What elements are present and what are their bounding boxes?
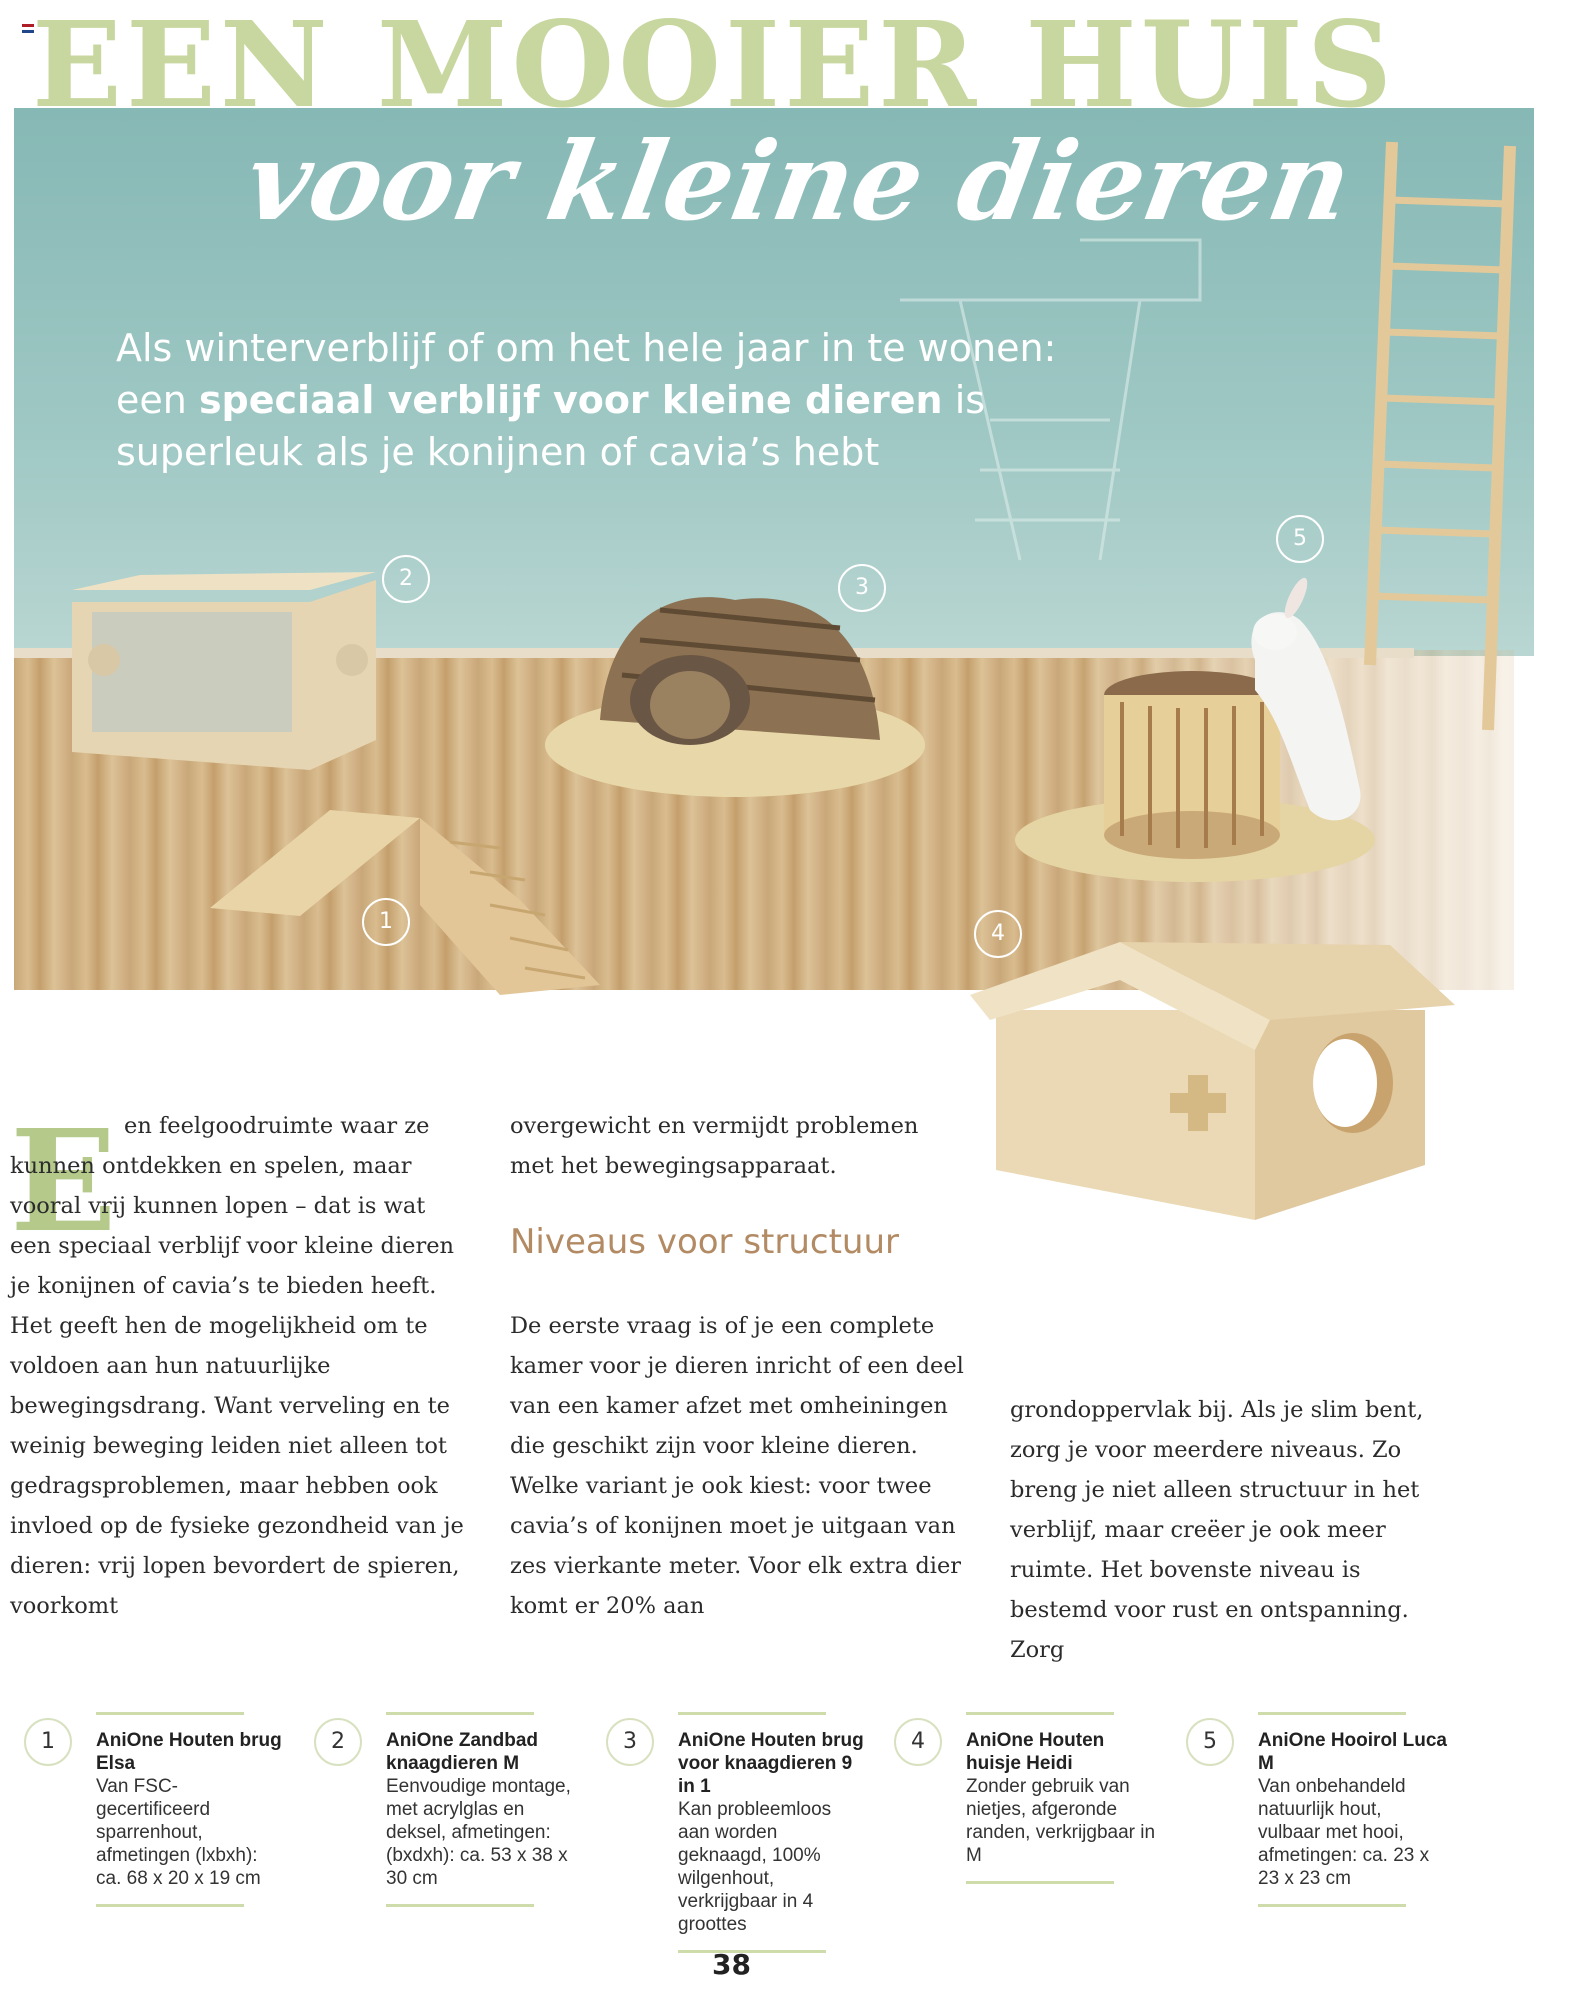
page-subtitle-script: voor kleine dieren <box>236 119 1361 245</box>
divider <box>96 1904 244 1907</box>
article-column-1: en feelgoodruimte waar ze kunnen ontdekken en spelen, maar vooral vrij kunnen lopen – dat is wat een speciaal verblijf voor kleine dieren je konijnen of cavia’s te bieden heeft. Het geeft hen de mogelijkheid om te voldoen aan hun natuurlijke bewegingsdrang. Want verveling en te weinig beweging leiden niet alleen tot gedragsproblemen, maar hebben ook invloed op de fysieke gezondheid van je dieren: vrij lopen bevordert de spieren, voorkomt <box>10 1113 464 1619</box>
product-description: Kan probleemloos aan worden geknaagd, 100% wilgenhout, verkrijgbaar in 4 groottes <box>678 1799 832 1935</box>
product-name: AniOne Hooirol Luca M <box>1258 1730 1447 1774</box>
drop-cap: E <box>10 1100 117 1264</box>
article-column-2a: overgewicht en vermijdt problemen met het bewegingsapparaat. <box>510 1113 919 1179</box>
product-number: 4 <box>894 1718 942 1766</box>
divider <box>1258 1904 1406 1907</box>
wooden-house-image <box>970 942 1455 1220</box>
product-caption-2 <box>331 1712 576 1907</box>
product-description: Eenvoudige montage, met acrylglas en deksel, afmetingen: (bxdxh): ca. 53 x 38 x 30 cm <box>386 1776 571 1889</box>
product-caption-5 <box>1203 1712 1448 1907</box>
divider <box>96 1712 244 1715</box>
product-caption-3 <box>623 1712 868 1953</box>
hero-marker-2: 2 <box>382 555 430 603</box>
divider <box>386 1712 534 1715</box>
hero-marker-4: 4 <box>974 910 1022 958</box>
intro-bold: speciaal verblijf voor kleine dieren <box>198 378 943 422</box>
divider <box>966 1881 1114 1884</box>
sand-bath-box-image <box>72 572 376 770</box>
product-number: 3 <box>606 1718 654 1766</box>
page-number: 38 <box>712 1948 751 1981</box>
intro-part-2: is superleuk als je konijnen of cavia’s hebt <box>116 378 986 474</box>
hero-marker-1: 1 <box>362 898 410 946</box>
product-description: Van FSC-gecertificeerd sparrenhout, afmetingen (lxbxh): ca. 68 x 20 x 19 cm <box>96 1776 261 1889</box>
divider <box>1258 1712 1406 1715</box>
section-heading: Niveaus voor structuur <box>510 1222 900 1262</box>
product-description: Van onbehandeld natuurlijk hout, vulbaar met hooi, afmetingen: ca. 23 x 23 x 23 cm <box>1258 1776 1430 1889</box>
divider <box>966 1712 1114 1715</box>
divider <box>386 1904 534 1907</box>
product-name: AniOne Houten brug voor knaagdieren 9 in 1 <box>678 1730 864 1797</box>
hero-marker-3: 3 <box>838 564 886 612</box>
divider <box>678 1950 826 1953</box>
product-name: AniOne Zandbad knaagdieren M <box>386 1730 538 1774</box>
product-name: AniOne Houten brug Elsa <box>96 1730 282 1774</box>
wooden-bridge-image <box>210 810 600 995</box>
divider <box>678 1712 826 1715</box>
willow-tunnel-image <box>545 597 925 797</box>
product-caption-1 <box>41 1712 286 1907</box>
product-description: Zonder gebruik van nietjes, afgeronde randen, verkrijgbaar in M <box>966 1776 1156 1866</box>
article-column-2b: De eerste vraag is of je een complete kamer voor je dieren inricht of een deel van een kamer afzet met omheiningen die geschikt zijn voor kleine dieren. Welke variant je ook kiest: voor twee cavia’s of konijnen moet je uitgaan van zes vierkante meter. Voor elk extra dier komt er 20% aan <box>510 1313 964 1619</box>
product-number: 5 <box>1186 1718 1234 1766</box>
intro-part-1: Als winterverblijf of om het hele jaar in te wonen: een <box>116 326 1057 422</box>
intro-text <box>116 322 1116 478</box>
hero-marker-5: 5 <box>1276 515 1324 563</box>
article-column-3: grondoppervlak bij. Als je slim bent, zorg je voor meerdere niveaus. Zo breng je niet alleen structuur in het verblijf, maar creëer je ook meer ruimte. Het bovenste niveau is bestemd voor rust en ontspanning. Zorg <box>1010 1397 1424 1663</box>
product-number: 2 <box>314 1718 362 1766</box>
product-name: AniOne Houten huisje Heidi <box>966 1730 1105 1774</box>
hay-roll-image <box>1015 575 1375 882</box>
product-number: 1 <box>24 1718 72 1766</box>
product-caption-4 <box>911 1712 1156 1884</box>
ladder-image <box>1370 142 1510 730</box>
page-title: EEN MOOIER HUIS <box>32 0 1397 134</box>
